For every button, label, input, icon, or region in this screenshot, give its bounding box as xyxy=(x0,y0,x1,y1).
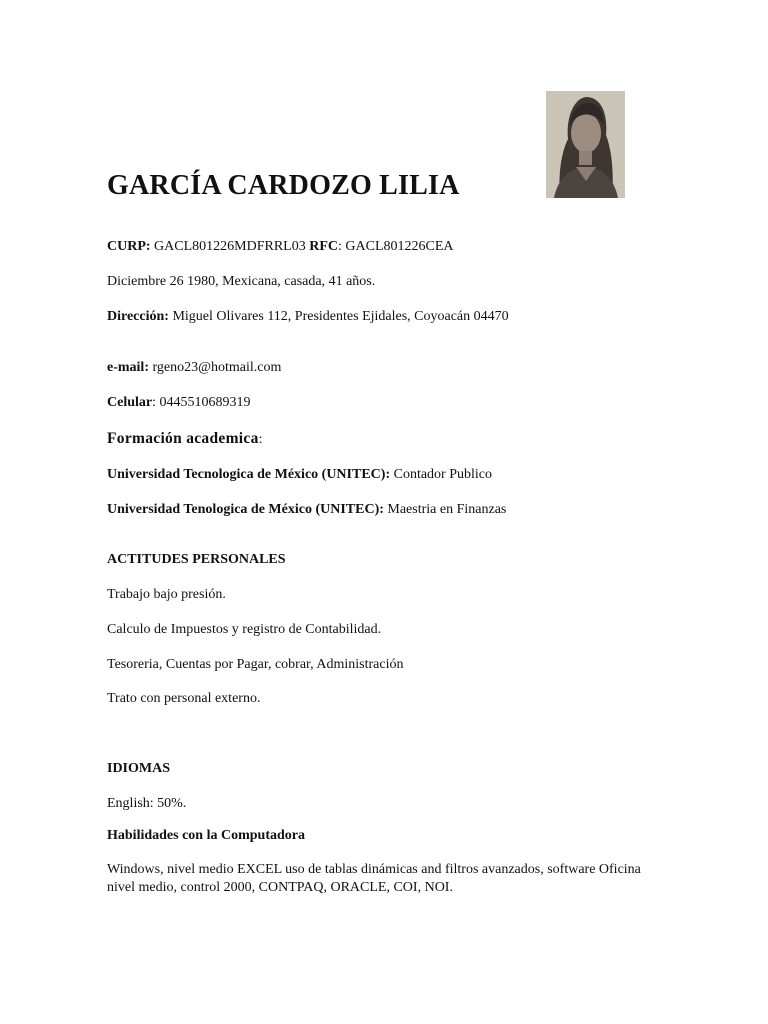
address-label: Dirección: xyxy=(107,309,169,324)
address-value: Miguel Olivares 112, Presidentes Ejidales, Coyoacán 04470 xyxy=(172,309,509,324)
language-value: English: 50%. xyxy=(107,796,187,811)
rfc-value: : GACL801226CEA xyxy=(338,239,454,254)
curp-value: GACL801226MDFRRL03 xyxy=(154,239,306,254)
education-heading xyxy=(107,430,263,449)
education-degree: Maestria en Finanzas xyxy=(387,502,507,517)
attitude-item: Calculo de Impuestos y registro de Contabilidad. xyxy=(107,622,382,637)
id-line xyxy=(107,238,454,256)
education-title: Formación academica xyxy=(107,430,259,447)
languages-title: IDIOMAS xyxy=(107,761,171,776)
education-degree: Contador Publico xyxy=(393,467,492,482)
curp-label: CURP: xyxy=(107,239,151,254)
education-item xyxy=(107,501,506,519)
candidate-name: GARCÍA CARDOZO LILIA xyxy=(107,170,460,201)
attitude-item: Trabajo bajo presión. xyxy=(107,587,226,602)
attitudes-title: ACTITUDES PERSONALES xyxy=(107,552,286,567)
address-line xyxy=(107,308,509,326)
profile-photo xyxy=(546,91,625,198)
cell-line xyxy=(107,394,251,412)
email-value[interactable]: rgeno23@hotmail.com xyxy=(152,360,282,375)
birth-line: Diciembre 26 1980, Mexicana, casada, 41 años. xyxy=(107,274,376,289)
computer-title: Habilidades con la Computadora xyxy=(107,828,305,843)
cell-value: : 0445510689319 xyxy=(152,395,251,410)
education-item xyxy=(107,466,492,484)
attitude-item: Trato con personal externo. xyxy=(107,691,261,706)
education-school: Universidad Tenologica de México (UNITEC): xyxy=(107,502,384,517)
email-label: e-mail: xyxy=(107,360,149,375)
education-title-suffix: : xyxy=(258,432,263,447)
rfc-label: RFC xyxy=(309,239,339,254)
attitude-item: Tesoreria, Cuentas por Pagar, cobrar, Administración xyxy=(107,657,404,672)
portrait-image xyxy=(546,91,625,198)
cell-label: Celular xyxy=(107,395,153,410)
computer-text: Windows, nivel medio EXCEL uso de tablas dinámicas and filtros avanzados, software Oficina nivel medio, control 2000, CONTPAQ, ORACLE, COI, NOI. xyxy=(107,862,641,895)
education-school: Universidad Tecnologica de México (UNITEC): xyxy=(107,467,391,482)
email-line xyxy=(107,359,281,377)
